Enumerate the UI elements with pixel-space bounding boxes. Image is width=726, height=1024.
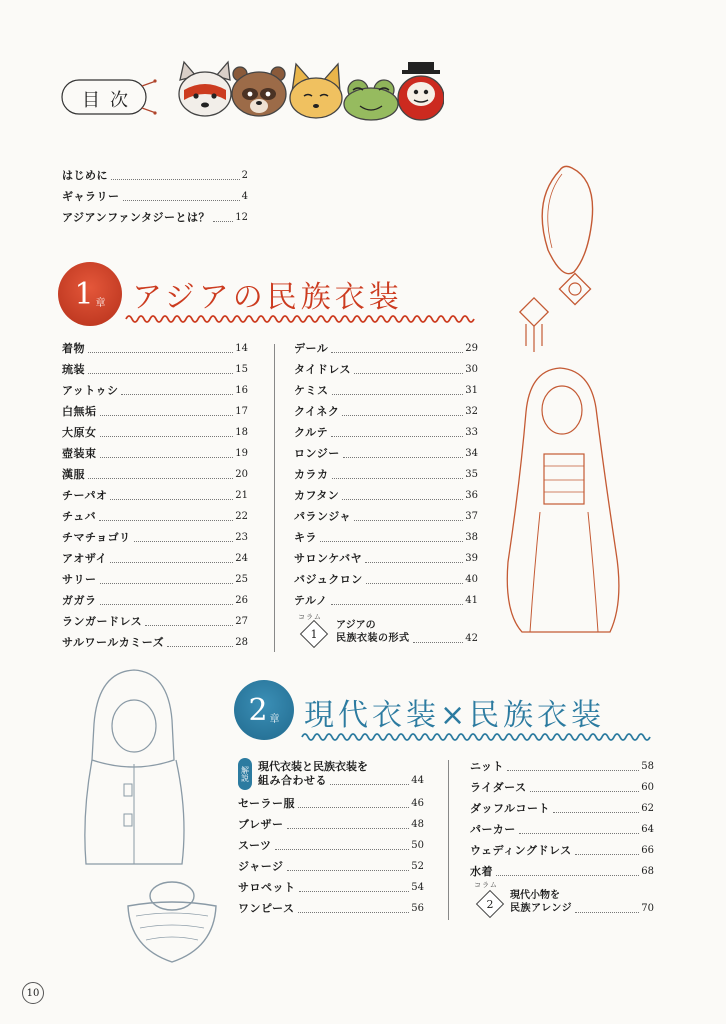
toc-entry[interactable] <box>238 835 424 856</box>
toc-entry-label: ケミス <box>294 384 329 397</box>
toc-entry-page: 29 <box>465 343 478 354</box>
toc-entry[interactable] <box>62 359 248 380</box>
column-number-diamond <box>304 624 324 644</box>
toc-entry-page: 60 <box>641 782 654 793</box>
toc-entry[interactable] <box>294 485 478 506</box>
toc-entry-label: はじめに <box>62 169 108 182</box>
toc-entry-label: サリー <box>62 573 97 586</box>
toc-entry-label: サロペット <box>238 881 296 894</box>
toc-entry[interactable] <box>294 569 478 590</box>
toc-entry-page: 21 <box>235 490 248 501</box>
toc-entry-label: チュバ <box>62 510 97 523</box>
leader-dots <box>134 541 234 542</box>
woman-shawl-illustration-icon <box>500 362 630 652</box>
leader-dots <box>88 373 233 374</box>
toc-entry-label: ジャージ <box>238 860 284 873</box>
chapter2-badge <box>234 680 294 740</box>
toc-entry-page: 62 <box>641 803 654 814</box>
toc-entry[interactable] <box>294 359 478 380</box>
chapter2-wave-divider <box>300 730 656 744</box>
contents-header <box>58 76 158 118</box>
toc-entry-label: ランガードレス <box>62 615 143 628</box>
toc-entry[interactable] <box>294 506 478 527</box>
toc-entry[interactable] <box>470 756 654 777</box>
toc-entry-label: ギャラリー <box>62 190 120 203</box>
leader-dots <box>331 604 464 605</box>
leader-dots <box>275 849 410 850</box>
leader-dots <box>111 179 240 180</box>
toc-entry-page: 24 <box>235 553 248 564</box>
mascot-faces-icon <box>174 60 444 122</box>
toc-entry[interactable] <box>294 380 478 401</box>
chapter2-sho: 章 <box>269 713 280 725</box>
toc-entry[interactable] <box>62 401 248 422</box>
toc-entry-label: カラカ <box>294 468 329 481</box>
commentary-page: 44 <box>411 775 424 786</box>
leader-dots <box>342 499 463 500</box>
leader-dots <box>145 625 233 626</box>
toc-entry-page: 27 <box>235 616 248 627</box>
toc-entry-label: キラ <box>294 531 317 544</box>
toc-entry[interactable] <box>62 569 248 590</box>
toc-entry-label: スーツ <box>238 839 272 852</box>
toc-entry-page: 25 <box>235 574 248 585</box>
toc-entry-page: 31 <box>465 385 478 396</box>
toc-entry[interactable] <box>62 611 248 632</box>
column-divider <box>448 760 449 920</box>
basket-bag-illustration-icon <box>122 876 222 966</box>
commentary-line1: 現代衣装と民族衣装を <box>258 760 368 773</box>
column-line2-row <box>510 898 654 919</box>
toc-entry-page: 68 <box>641 866 654 877</box>
hooded-girl-illustration-icon <box>74 664 204 874</box>
toc-entry-label: 琉装 <box>62 363 85 376</box>
toc-entry-page: 4 <box>241 191 248 202</box>
toc-entry-page: 17 <box>235 406 248 417</box>
toc-entry-page: 32 <box>465 406 478 417</box>
dog-face-icon <box>179 62 231 116</box>
leader-dots <box>366 583 463 584</box>
toc-entry-label: デール <box>294 342 329 355</box>
toc-entry-page: 41 <box>465 595 478 606</box>
chapter1-wave-divider <box>124 312 480 326</box>
intro-list <box>62 165 248 228</box>
leader-dots <box>575 854 640 855</box>
toc-entry-page: 37 <box>465 511 478 522</box>
commentary-tag <box>238 758 252 790</box>
column-number: 1 <box>310 627 318 641</box>
toc-entry[interactable] <box>294 401 478 422</box>
necklace-illustration-icon <box>512 160 622 360</box>
toc-entry-page: 48 <box>411 819 424 830</box>
toc-entry-label: アジアンファンタジーとは？ <box>62 211 210 224</box>
toc-entry[interactable] <box>238 814 424 835</box>
toc-entry-label: チマチョゴリ <box>62 531 131 544</box>
toc-entry-page: 2 <box>241 170 248 181</box>
leader-dots <box>100 436 234 437</box>
toc-entry-label: ガガラ <box>62 594 97 607</box>
toc-entry-page: 52 <box>411 861 424 872</box>
toc-entry-page: 30 <box>465 364 478 375</box>
column-line2: 民族衣装の形式 <box>336 633 410 644</box>
toc-entry[interactable] <box>62 464 248 485</box>
chapter1-number: 1 <box>74 276 94 312</box>
toc-entry-page: 16 <box>235 385 248 396</box>
leader-dots <box>123 200 240 201</box>
toc-entry-label: サロンケバヤ <box>294 552 363 565</box>
leader-dots <box>298 912 410 913</box>
toc-entry-page: 64 <box>641 824 654 835</box>
toc-entry[interactable] <box>470 798 654 819</box>
leader-dots <box>496 875 639 876</box>
leader-dots <box>287 828 410 829</box>
column-tag: コラム <box>474 881 498 889</box>
toc-entry-label: チーパオ <box>62 489 108 502</box>
fox-face-icon <box>290 64 342 118</box>
toc-entry-page: 23 <box>235 532 248 543</box>
toc-entry-page: 15 <box>235 364 248 375</box>
leader-dots <box>299 891 410 892</box>
toc-entry-page: 54 <box>411 882 424 893</box>
leader-dots <box>553 812 639 813</box>
toc-entry-label: ライダース <box>470 781 527 794</box>
column-divider <box>274 344 275 652</box>
chapter1-right-list <box>294 338 478 611</box>
chapter2-right-list <box>470 756 654 882</box>
toc-entry[interactable] <box>62 165 248 186</box>
column-line2: 民族アレンジ <box>510 903 573 914</box>
column-page: 70 <box>641 903 654 914</box>
toc-entry[interactable] <box>62 632 248 653</box>
chapter2-title: 現代衣装×民族衣装 <box>304 698 606 733</box>
leader-dots <box>99 520 233 521</box>
toc-entry[interactable] <box>62 443 248 464</box>
toc-entry-label: 着物 <box>62 342 85 355</box>
chapter2-column-entry[interactable] <box>470 880 654 920</box>
toc-entry-page: 18 <box>235 427 248 438</box>
toc-entry[interactable] <box>238 793 424 814</box>
toc-entry[interactable] <box>294 527 478 548</box>
leader-dots <box>100 415 234 416</box>
toc-entry-page: 34 <box>465 448 478 459</box>
leader-dots <box>331 352 463 353</box>
leader-dots <box>100 604 234 605</box>
leader-dots <box>121 394 233 395</box>
toc-entry-label: アットゥシ <box>62 384 119 397</box>
toc-entry[interactable] <box>62 207 248 228</box>
chapter1-column-entry[interactable] <box>294 612 478 650</box>
toc-entry-page: 22 <box>235 511 248 522</box>
toc-entry-page: 26 <box>235 595 248 606</box>
leader-dots <box>167 646 233 647</box>
leader-dots <box>575 912 639 913</box>
toc-entry[interactable] <box>294 590 478 611</box>
toc-entry[interactable] <box>294 443 478 464</box>
toc-entry[interactable] <box>62 590 248 611</box>
toc-entry-label: クイネク <box>294 405 340 418</box>
page-number: 10 <box>26 987 40 999</box>
leader-dots <box>332 394 464 395</box>
column-line1: 現代小物を <box>510 890 560 901</box>
leader-dots <box>332 478 464 479</box>
chapter2-number: 2 <box>248 692 268 728</box>
chapter2-commentary-entry[interactable] <box>238 756 424 792</box>
chapter1-title: アジアの民族衣装 <box>132 280 403 315</box>
toc-entry[interactable] <box>62 548 248 569</box>
toc-entry-label: ワンピース <box>238 902 295 915</box>
toc-entry[interactable] <box>470 861 654 882</box>
leader-dots <box>100 583 234 584</box>
toc-entry-page: 38 <box>465 532 478 543</box>
toc-entry[interactable] <box>62 186 248 207</box>
chapter1-badge <box>58 262 122 326</box>
toc-entry[interactable] <box>470 819 654 840</box>
toc-entry-label: ロンジー <box>294 447 340 460</box>
toc-entry-label: 漢服 <box>62 468 85 481</box>
toc-entry-page: 50 <box>411 840 424 851</box>
leader-dots <box>342 415 463 416</box>
toc-entry-label: セーラー服 <box>238 797 296 810</box>
toc-entry-label: ニット <box>470 760 505 773</box>
toc-entry-page: 35 <box>465 469 478 480</box>
toc-entry[interactable] <box>62 506 248 527</box>
leader-dots <box>343 457 464 458</box>
leader-dots <box>530 791 640 792</box>
column-page: 42 <box>465 633 478 644</box>
toc-entry-label: パランジャ <box>294 510 352 523</box>
toc-entry-page: 58 <box>641 761 654 772</box>
column-number: 2 <box>486 897 494 911</box>
toc-entry-page: 33 <box>465 427 478 438</box>
tanuki-face-icon <box>232 67 286 116</box>
toc-entry[interactable] <box>238 856 424 877</box>
toc-entry-page: 46 <box>411 798 424 809</box>
toc-entry-label: テルノ <box>294 594 328 607</box>
leader-dots <box>354 373 463 374</box>
toc-entry[interactable] <box>294 464 478 485</box>
column-line1: アジアの <box>336 620 376 631</box>
toc-entry-page: 39 <box>465 553 478 564</box>
toc-entry-page: 14 <box>235 343 248 354</box>
commentary-line2-row <box>258 770 424 791</box>
toc-entry-page: 36 <box>465 490 478 501</box>
toc-entry[interactable] <box>238 877 424 898</box>
leader-dots <box>287 870 410 871</box>
toc-entry[interactable] <box>62 527 248 548</box>
toc-entry-label: 白無垢 <box>62 405 97 418</box>
commentary-tag-label: 解説 <box>240 766 250 782</box>
column-line2-row <box>336 628 478 649</box>
leader-dots <box>331 436 463 437</box>
toc-entry[interactable] <box>294 548 478 569</box>
toc-entry-page: 20 <box>235 469 248 480</box>
leader-dots <box>213 221 233 222</box>
toc-entry-page: 28 <box>235 637 248 648</box>
toc-entry-label: タイドレス <box>294 363 351 376</box>
toc-entry-page: 12 <box>235 212 248 223</box>
toc-entry-label: カフタン <box>294 489 340 502</box>
toc-entry-label: ダッフルコート <box>470 802 551 815</box>
column-number-diamond <box>480 894 500 914</box>
toc-entry-page: 19 <box>235 448 248 459</box>
toc-entry[interactable] <box>62 422 248 443</box>
leader-dots <box>110 562 233 563</box>
toc-entry[interactable] <box>470 840 654 861</box>
toc-entry-page: 66 <box>641 845 654 856</box>
leader-dots <box>88 478 233 479</box>
leader-dots <box>413 642 464 643</box>
leader-dots <box>100 457 234 458</box>
toc-entry-page: 56 <box>411 903 424 914</box>
frog-face-icon <box>344 80 398 120</box>
column-tag: コラム <box>298 613 322 621</box>
leader-dots <box>110 499 233 500</box>
page-title: 目次 <box>82 90 138 111</box>
toc-entry[interactable] <box>238 898 424 919</box>
toc-entry-label: サルワールカミーズ <box>62 636 165 649</box>
toc-entry-label: アオザイ <box>62 552 108 565</box>
toc-entry[interactable] <box>62 380 248 401</box>
toc-entry[interactable] <box>294 422 478 443</box>
toc-entry[interactable] <box>470 777 654 798</box>
leader-dots <box>330 784 409 785</box>
leader-dots <box>354 520 463 521</box>
toc-entry-label: 水着 <box>470 865 493 878</box>
toc-entry-label: ブレザー <box>238 818 284 831</box>
toc-entry-label: パーカー <box>470 823 516 836</box>
leader-dots <box>519 833 639 834</box>
commentary-line2: 組み合わせる <box>258 774 327 787</box>
toc-entry[interactable] <box>62 485 248 506</box>
toc-entry-page: 40 <box>465 574 478 585</box>
toc-entry-label: ウェディングドレス <box>470 844 572 857</box>
toc-entry-label: 大原女 <box>62 426 97 439</box>
page-number-badge <box>22 982 44 1004</box>
chapter2-left-list <box>238 793 424 919</box>
toc-entry-label: バジュクロン <box>294 573 363 586</box>
leader-dots <box>365 562 463 563</box>
toc-entry[interactable] <box>294 338 478 359</box>
leader-dots <box>507 770 639 771</box>
chapter1-sho: 章 <box>95 297 106 309</box>
toc-entry-label: 壺装束 <box>62 447 97 460</box>
leader-dots <box>298 807 409 808</box>
leader-dots <box>88 352 233 353</box>
toc-entry[interactable] <box>62 338 248 359</box>
daruma-icon <box>398 62 444 120</box>
chapter1-left-list <box>62 338 248 653</box>
leader-dots <box>320 541 463 542</box>
toc-entry-label: クルテ <box>294 426 329 439</box>
